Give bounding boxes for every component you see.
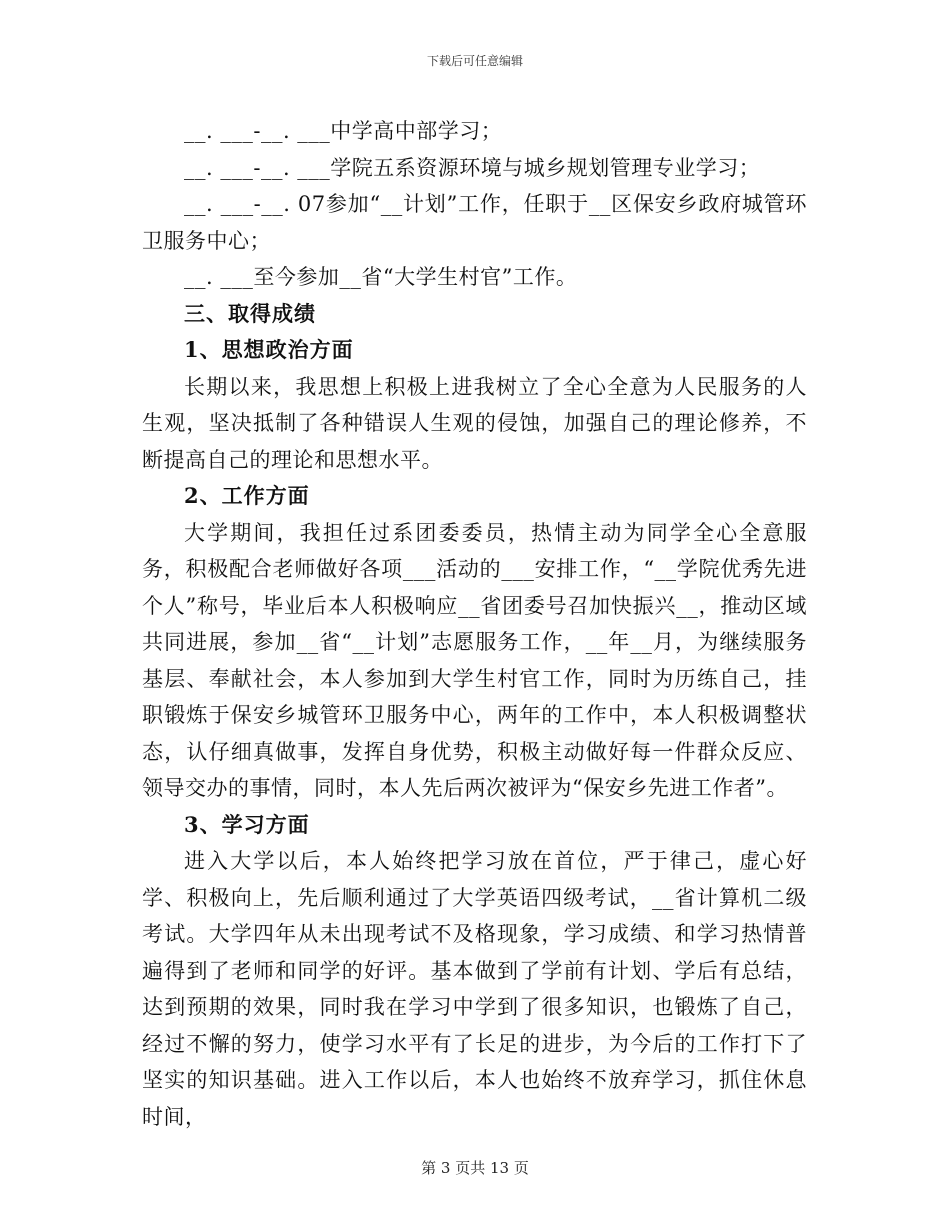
section-heading-achievements: 三、取得成绩: [184, 300, 316, 326]
work-paragraph: 大学期间，我担任过系团委委员，热情主动为同学全心全意服务，积极配合老师做好各项___活动的___安排工作，“__学院优秀先进个人”称号，毕业后本人积极响应__省团委号召加快振兴__，推动区域共同进展，参加__省“__计划”志愿服务工作，__年__月，为继续服务基层、奉献社会，本人参加到大学生村官工作，同时为历练自己，挂职锻炼于保安乡城管环卫服务中心，两年的工作中，本人积极调整状态，认仔细真做事，发挥自身优势，积极主动做好每一件群众反应、领导交办的事情，同时，本人先后两次被评为“保安乡先进工作者”。: [142, 520, 807, 800]
page-header: 下载后可任意编辑: [426, 54, 523, 68]
subheading-work: 2、工作方面: [184, 483, 310, 508]
education-line: __. ___-__. ___中学高中部学习；: [184, 119, 503, 143]
document-body: [142, 113, 807, 1135]
political-thought-paragraph: 长期以来，我思想上积极上进我树立了全心全意为人民服务的人生观，坚决抵制了各种错误人生观的侵蚀，加强自己的理论修养，不断提高自己的理论和思想水平。: [142, 374, 807, 472]
subheading-political-thought: 1、思想政治方面: [184, 337, 354, 362]
subheading-study: 3、学习方面: [184, 811, 310, 837]
education-line: __. ___-__. ___学院五系资源环境与城乡规划管理专业学习；: [184, 155, 761, 180]
village-official-line: __. ___至今参加__省“大学生村官”工作。: [184, 265, 578, 289]
work-history-paragraph: __. ___-__. 07参加“__计划”工作，任职于__区保安乡政府城管环卫服务中心；: [142, 192, 807, 253]
page-footer: 第 3 页共 13 页: [421, 1159, 529, 1177]
study-paragraph: 进入大学以后，本人始终把学习放在首位，严于律己，虚心好学、积极向上，先后顺利通过了大学英语四级考试，__省计算机二级考试。大学四年从未出现考试不及格现象，学习成绩、和学习热情普遍得到了老师和同学的好评。基本做到了学前有计划、学后有总结，达到预期的效果，同时我在学习中学到了很多知识，也锻炼了自己，经过不懈的努力，使学习水平有了长足的进步，为今后的工作打下了坚实的知识基础。进入工作以后，本人也始终不放弃学习，抓住休息时间，: [142, 849, 807, 1129]
